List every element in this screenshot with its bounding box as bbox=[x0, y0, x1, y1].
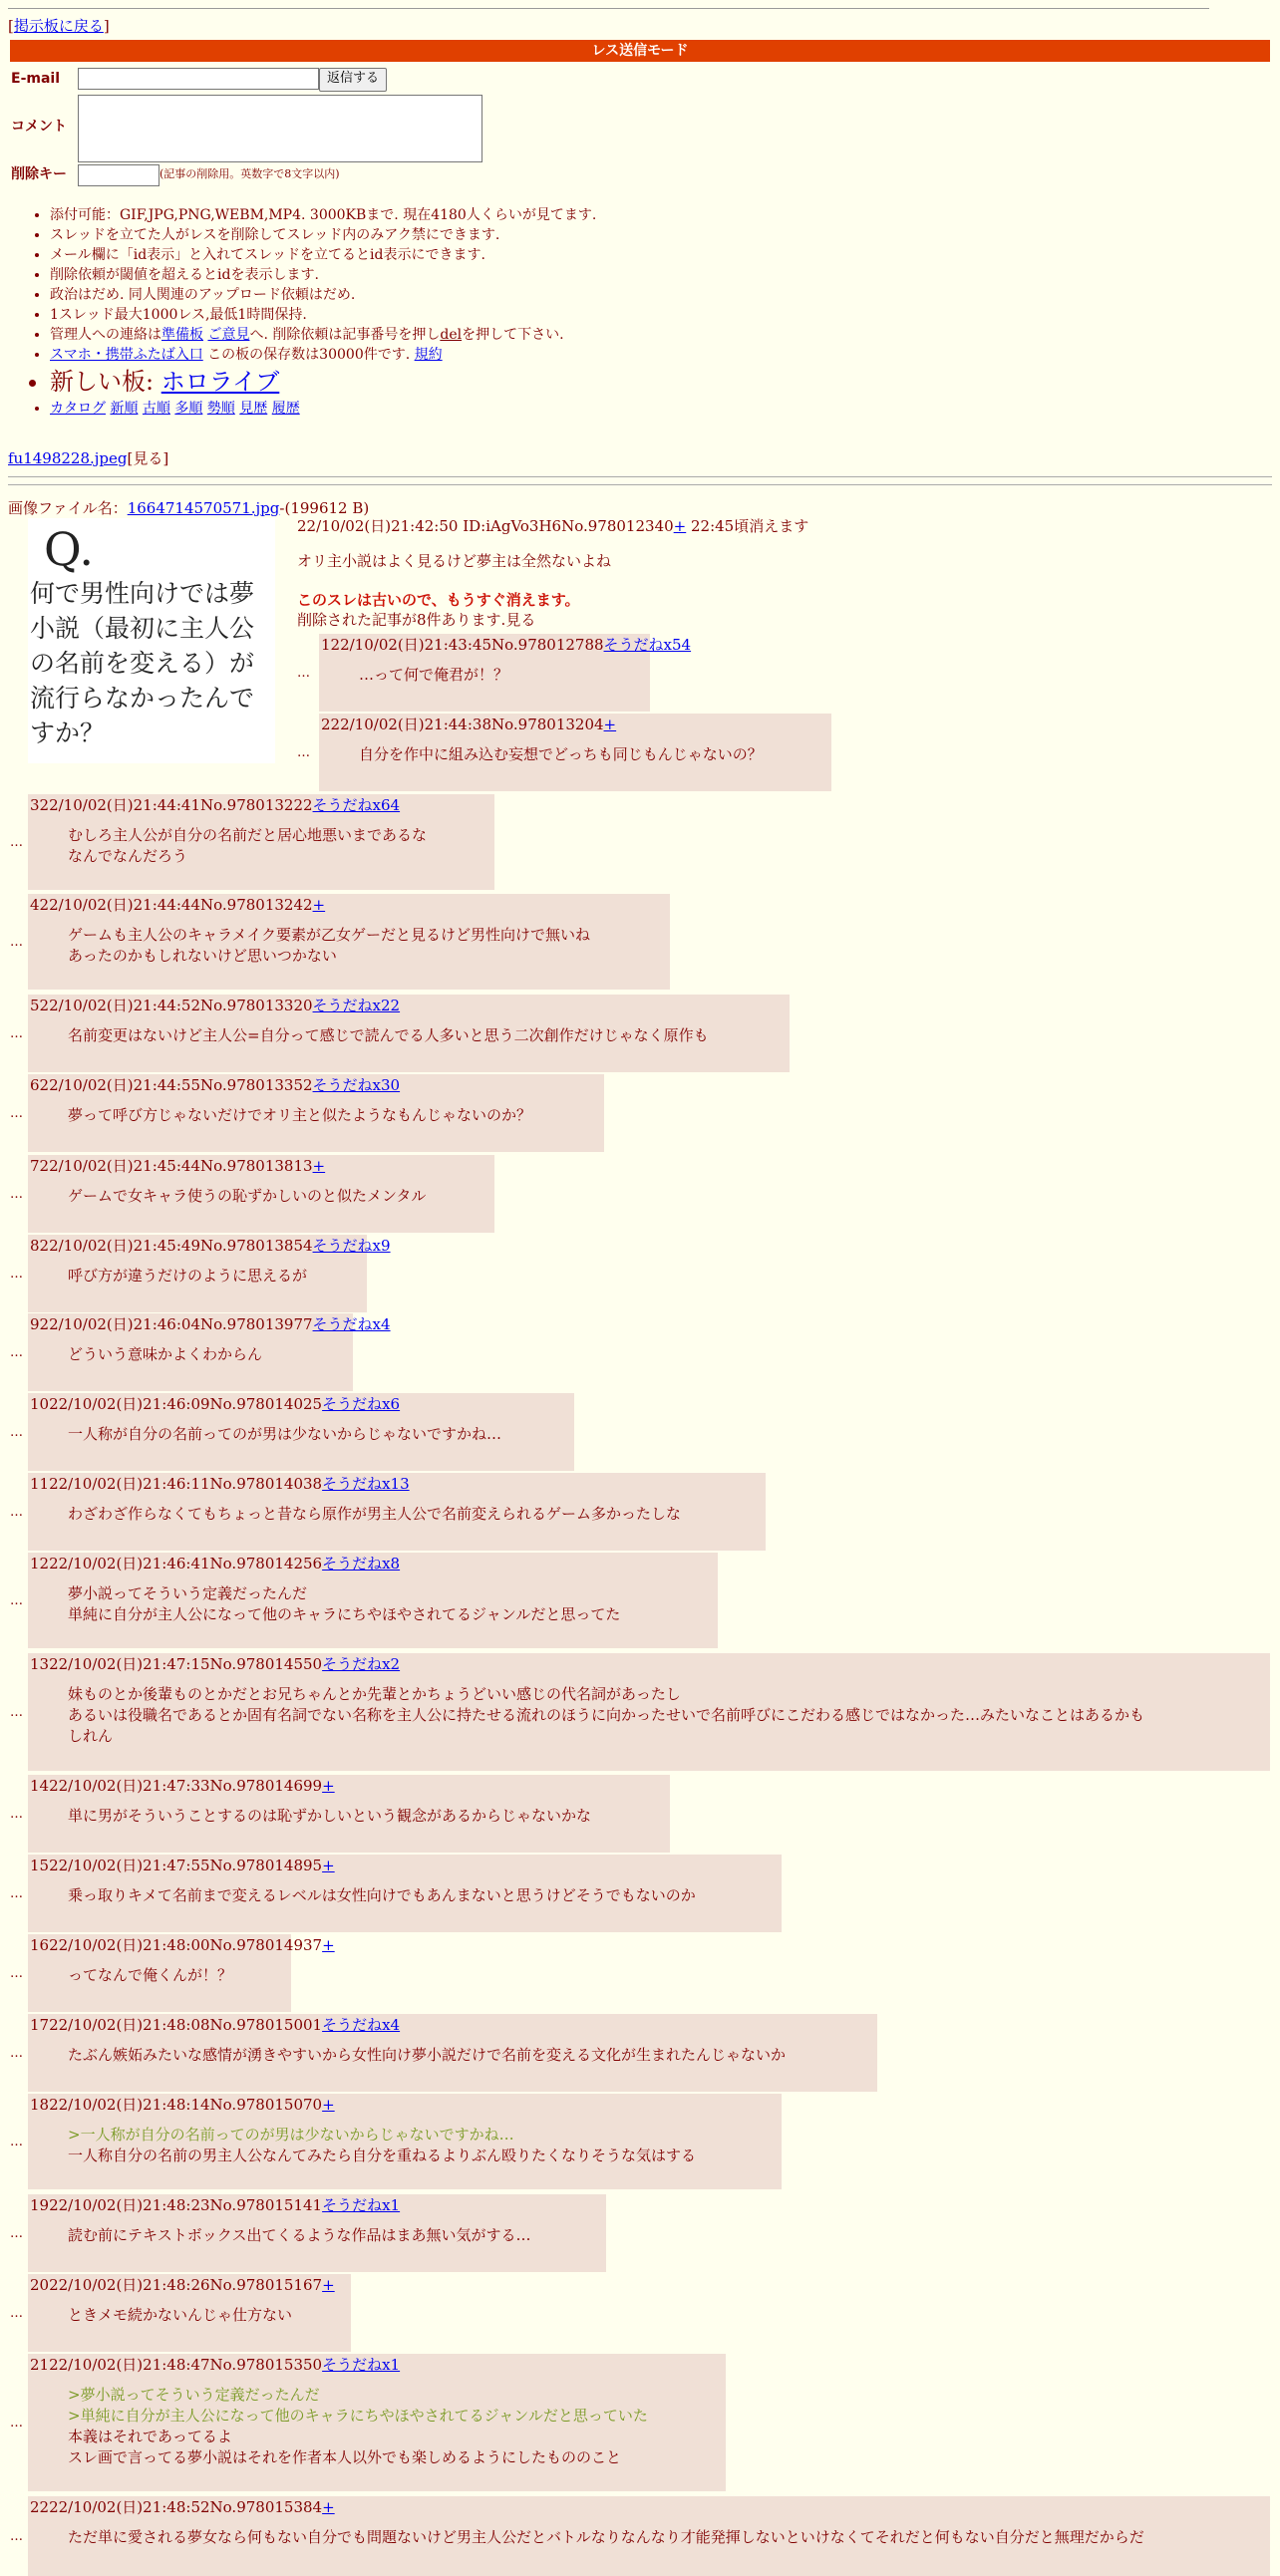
rule-item-new-board: • 新しい板: ホロライブ bbox=[50, 365, 1246, 399]
thumbnail-q-mark: Q. bbox=[44, 522, 95, 576]
reply-body bbox=[359, 665, 508, 686]
reply-plus-link[interactable]: + bbox=[322, 2276, 335, 2294]
rule-item-mobile: • スマホ・携帯ふたば入口 この板の保存数は30000件です. 規約 bbox=[50, 345, 1246, 365]
quote-line: >夢小説ってそういう定義だったんだ bbox=[68, 2386, 320, 2404]
reply-header bbox=[30, 996, 400, 1015]
reply-marker: … bbox=[10, 1425, 23, 1440]
reply-meta: 2222/10/02(日)21:48:52No.978015384 bbox=[30, 2498, 323, 2516]
reply-marker: … bbox=[10, 2306, 23, 2321]
catalog-link[interactable]: カタログ bbox=[50, 401, 106, 417]
reply-meta: 2022/10/02(日)21:48:26No.978015167 bbox=[30, 2276, 323, 2294]
reply-post bbox=[28, 1155, 494, 1233]
soudane-link[interactable]: そうだねx54 bbox=[603, 636, 692, 654]
reply-marker: … bbox=[10, 1593, 23, 1608]
reply-marker: … bbox=[10, 2046, 23, 2061]
reply-line: 呼び方が違うだけのように思えるが bbox=[68, 1267, 308, 1285]
reply-marker: … bbox=[10, 1026, 23, 1041]
reply-marker: … bbox=[10, 1267, 23, 1282]
reply-meta: 422/10/02(日)21:44:44No.978013242 bbox=[30, 896, 313, 914]
reply-line: 単に男がそういうことするのは恥ずかしいという観念があるからじゃないかな bbox=[68, 1807, 592, 1825]
reply-marker: … bbox=[10, 1345, 23, 1360]
top-divider bbox=[8, 8, 1209, 9]
reply-body bbox=[68, 1885, 696, 1906]
reply-plus-link[interactable]: + bbox=[312, 1157, 326, 1175]
reply-body bbox=[68, 1344, 262, 1365]
reply-body bbox=[68, 1424, 501, 1445]
thread-image-thumbnail[interactable] bbox=[28, 518, 275, 763]
reply-header bbox=[321, 635, 691, 655]
reply-marker: … bbox=[10, 2529, 23, 2544]
reply-line: 乗っ取りキメて名前まで変えるレベルは女性向けでもあんまないと思うけどそうでもないのか bbox=[68, 1886, 696, 1904]
soudane-link[interactable]: そうだねx30 bbox=[312, 1076, 401, 1094]
reply-plus-link[interactable]: + bbox=[603, 716, 617, 733]
viewed-history-link[interactable]: 見歴 bbox=[239, 401, 268, 417]
reply-body bbox=[68, 925, 590, 967]
sort-momentum-link[interactable]: 勢順 bbox=[206, 401, 235, 417]
reply-mode-banner: レス送信モード bbox=[10, 40, 1270, 62]
reply-body bbox=[68, 825, 427, 867]
reply-post bbox=[319, 634, 692, 712]
reply-line: あるいは役職名であるとか固有名詞でない名称を主人公に持たせる流れのほうに向かったせいで名前呼びにこだわる感じではなかった…みたいなことはあるかも bbox=[68, 1706, 1145, 1724]
soudane-link[interactable]: そうだねx8 bbox=[322, 1555, 401, 1573]
reply-line: 本義はそれであってるよ bbox=[68, 2428, 232, 2445]
reply-header bbox=[30, 2275, 335, 2295]
rule-item: • スレッドを立てた人がレスを削除してスレッド内のみアク禁にできます. bbox=[50, 225, 1246, 245]
soudane-link[interactable]: そうだねx6 bbox=[322, 1395, 401, 1413]
reply-meta: 922/10/02(日)21:46:04No.978013977 bbox=[30, 1315, 313, 1333]
reply-meta: 222/10/02(日)21:44:38No.978013204 bbox=[321, 716, 604, 733]
reply-post bbox=[28, 1393, 574, 1471]
divider bbox=[8, 484, 1272, 485]
rule-item: • 1スレッド最大1000レス,最低1時間保持. bbox=[50, 305, 1246, 325]
soudane-link[interactable]: そうだねx13 bbox=[322, 1475, 410, 1493]
reply-meta: 1622/10/02(日)21:48:00No.978014937 bbox=[30, 1936, 323, 1954]
reply-post bbox=[28, 1653, 1270, 1771]
reply-line: 名前変更はないけど主人公=自分って感じで読んでる人多いと思う二次創作だけじゃなく原作も bbox=[68, 1026, 709, 1044]
reply-meta: 1322/10/02(日)21:47:15No.978014550 bbox=[30, 1655, 323, 1673]
reply-meta: 1422/10/02(日)21:47:33No.978014699 bbox=[30, 1777, 323, 1795]
reply-plus-link[interactable]: + bbox=[322, 2498, 335, 2516]
reply-header bbox=[30, 2497, 335, 2517]
reply-marker: … bbox=[10, 935, 23, 950]
reply-meta: 1822/10/02(日)21:48:14No.978015070 bbox=[30, 2096, 323, 2114]
reply-meta: 822/10/02(日)21:45:49No.978013854 bbox=[30, 1237, 313, 1255]
reply-header bbox=[30, 2095, 335, 2115]
reply-body bbox=[68, 1965, 232, 1986]
rule-item-admin: • 管理人への連絡は準備板 ご意見へ. 削除依頼は記事番号を押しdelを押して下さい. bbox=[50, 325, 1246, 345]
reply-marker: … bbox=[10, 1807, 23, 1822]
reply-line: 自分を作中に組み込む妄想でどっちも同じもんじゃないの？ bbox=[359, 745, 763, 763]
reply-post bbox=[28, 794, 494, 890]
comment-textarea[interactable] bbox=[78, 95, 482, 162]
reply-header bbox=[30, 1075, 400, 1095]
reply-body bbox=[68, 1806, 591, 1827]
reply-marker: … bbox=[297, 666, 310, 681]
reply-marker: … bbox=[10, 1705, 23, 1720]
reply-body bbox=[68, 2045, 786, 2066]
rule-item: • 添付可能：GIF,JPG,PNG,WEBM,MP4. 3000KBまで. 現在4180人くらいが見てます. bbox=[50, 205, 1246, 225]
reply-header bbox=[30, 1314, 391, 1334]
delete-key-label: 削除キー bbox=[11, 166, 67, 182]
reply-marker: … bbox=[10, 1187, 23, 1202]
reply-post bbox=[28, 1775, 670, 1853]
reply-post bbox=[28, 1473, 766, 1551]
reply-body bbox=[68, 1266, 307, 1287]
soudane-link[interactable]: そうだねx1 bbox=[322, 2196, 401, 2214]
reply-plus-link[interactable]: + bbox=[322, 1936, 335, 1954]
reply-meta: 1522/10/02(日)21:47:55No.978014895 bbox=[30, 1857, 323, 1874]
reply-line: 夢小説ってそういう定義だったんだ bbox=[68, 1584, 308, 1602]
comment-label: コメント bbox=[11, 119, 67, 135]
reply-marker: … bbox=[10, 1966, 23, 1981]
reply-line: むしろ主人公が自分の名前だと居心地悪いまであるな bbox=[68, 826, 428, 844]
reply-post bbox=[28, 995, 790, 1072]
reply-line: 単純に自分が主人公になって他のキャラにちやほやされてるジャンルだと思ってた bbox=[68, 1605, 621, 1623]
reply-line: 妹ものとか後輩ものとかだとお兄ちゃんとか先輩とかちょうどいい感じの代名詞があったし bbox=[68, 1685, 681, 1703]
reply-body bbox=[359, 744, 763, 765]
soudane-link[interactable]: そうだねx4 bbox=[322, 2016, 401, 2034]
soudane-link[interactable]: そうだねx22 bbox=[312, 997, 401, 1014]
deleted-posts-notice[interactable]: 削除された記事が8件あります.見る bbox=[297, 611, 536, 629]
prep-board-link[interactable]: 準備板 bbox=[161, 327, 203, 343]
email-label: E-mail bbox=[11, 71, 61, 87]
back-to-board-link[interactable]: 掲示板に戻る bbox=[13, 17, 104, 35]
reply-body bbox=[68, 1583, 620, 1625]
reply-line: しれん bbox=[68, 1727, 114, 1745]
reply-meta: 122/10/02(日)21:43:45No.978012788 bbox=[321, 636, 604, 654]
soudane-link[interactable]: そうだねx9 bbox=[312, 1237, 391, 1255]
fu-file-link[interactable]: fu1498228.jpeg bbox=[8, 449, 128, 467]
submit-reply-button[interactable]: 返信する bbox=[319, 68, 387, 92]
reply-marker: … bbox=[10, 2226, 23, 2241]
reply-meta: 622/10/02(日)21:44:55No.978013352 bbox=[30, 1076, 313, 1094]
reply-header bbox=[30, 895, 325, 915]
reply-header bbox=[30, 1474, 410, 1494]
thumbnail-question-text: 何で男性向けでは夢小説（最初に主人公の名前を変える）が流行らなかったんですか？ bbox=[30, 579, 255, 747]
reply-meta: 322/10/02(日)21:44:41No.978013222 bbox=[30, 796, 313, 814]
expire-warning: このスレは古いので、もうすぐ消えます。 bbox=[297, 591, 580, 609]
reply-line: あったのかもしれないけど思いつかない bbox=[68, 947, 337, 965]
reply-post bbox=[28, 1074, 604, 1152]
terms-link[interactable]: 規約 bbox=[414, 347, 443, 363]
reply-body bbox=[68, 1105, 531, 1126]
reply-line: ってなんで俺くんが！？ bbox=[68, 1966, 233, 1984]
reply-line: ただ単に愛される夢女なら何もない自分でも問題ないけど男主人公だとバトルなりなんなり才能発揮しないといけなくてそれだと何もない自分だと無理だからだ bbox=[68, 2528, 1144, 2546]
reply-header bbox=[30, 1156, 325, 1176]
reply-header bbox=[30, 2195, 400, 2215]
email-field[interactable] bbox=[78, 68, 319, 90]
reply-line: ときメモ続かないんじゃ仕方ない bbox=[68, 2306, 293, 2324]
reply-body bbox=[68, 1186, 426, 1207]
soudane-link[interactable]: そうだねx2 bbox=[322, 1655, 401, 1673]
reply-header bbox=[30, 1236, 391, 1256]
rule-item: • 政治はだめ. 同人関連のアップロード依頼はだめ. bbox=[50, 285, 1246, 305]
reply-meta: 1122/10/02(日)21:46:11No.978014038 bbox=[30, 1475, 323, 1493]
reply-post bbox=[28, 2496, 1270, 2576]
reply-line: ゲームで女キャラ使うの恥ずかしいのと似たメンタル bbox=[68, 1187, 427, 1205]
reply-meta: 1222/10/02(日)21:46:41No.978014256 bbox=[30, 1555, 323, 1573]
reply-plus-link[interactable]: + bbox=[312, 896, 326, 914]
reply-line: 夢って呼び方じゃないだけでオリ主と似たようなもんじゃないのか？ bbox=[68, 1106, 532, 1124]
fu-upload: fu1498228.jpeg[見る] bbox=[8, 449, 169, 467]
reply-plus-link[interactable]: + bbox=[322, 1857, 335, 1874]
reply-post bbox=[28, 1855, 782, 1932]
reply-body bbox=[68, 1504, 681, 1525]
reply-body bbox=[68, 2527, 1144, 2548]
op-body: オリ主小説はよく見るけど夢主は全然ないよね bbox=[297, 552, 612, 570]
reply-meta: 522/10/02(日)21:44:52No.978013320 bbox=[30, 997, 313, 1014]
reply-line: 一人称自分の名前の男主人公なんてみたら自分を重ねるよりぶん殴りたくなりそうな気はする bbox=[68, 2147, 697, 2164]
reply-plus-link[interactable]: + bbox=[322, 2096, 335, 2114]
reply-marker: … bbox=[10, 2135, 23, 2149]
reply-line: わざわざ作らなくてもちょっと昔なら原作が男主人公で名前変えられるゲーム多かったしな bbox=[68, 1505, 682, 1523]
reply-meta: 1022/10/02(日)21:46:09No.978014025 bbox=[30, 1395, 323, 1413]
divider bbox=[8, 476, 1272, 477]
reply-body bbox=[68, 1025, 709, 1046]
reply-line: たぶん嫉妬みたいな感情が湧きやすいから女性向け夢小説だけで名前を変える文化が生まれたんじゃないか bbox=[68, 2046, 787, 2064]
reply-marker: … bbox=[10, 835, 23, 850]
reply-plus-link[interactable]: + bbox=[322, 1777, 335, 1795]
reply-header bbox=[30, 1776, 335, 1796]
rule-item: • 削除依頼が閾値を超えるとidを表示します. bbox=[50, 265, 1246, 285]
reply-line: …って何で俺君が！？ bbox=[359, 666, 509, 684]
reply-header bbox=[30, 1394, 400, 1414]
image-filename-line: 画像ファイル名：1664714570571.jpg-(199612 B) bbox=[8, 499, 370, 517]
reply-header bbox=[30, 1935, 335, 1955]
reply-body bbox=[68, 2305, 292, 2326]
reply-meta: 1922/10/02(日)21:48:23No.978015141 bbox=[30, 2196, 323, 2214]
sort-new-link[interactable]: 新順 bbox=[110, 401, 139, 417]
reply-header bbox=[30, 1654, 400, 1674]
reply-marker: … bbox=[10, 2416, 23, 2431]
reply-post bbox=[319, 714, 831, 791]
soudane-link[interactable]: そうだねx64 bbox=[312, 796, 401, 814]
reply-line: なんでなんだろう bbox=[68, 847, 188, 865]
soudane-link[interactable]: そうだねx1 bbox=[322, 2356, 401, 2374]
reply-post bbox=[28, 1313, 391, 1391]
reply-post bbox=[28, 2014, 877, 2092]
reply-line: どういう意味かよくわからん bbox=[68, 1345, 263, 1363]
reply-post bbox=[28, 894, 670, 990]
mobile-entry-link[interactable]: スマホ・携帯ふたば入口 bbox=[50, 347, 203, 363]
op-plus-link[interactable]: + bbox=[673, 517, 687, 535]
reply-header bbox=[30, 1856, 335, 1875]
reply-post bbox=[28, 1235, 391, 1312]
reply-post bbox=[28, 1553, 718, 1648]
reply-header bbox=[30, 2355, 400, 2375]
reply-post bbox=[28, 2094, 782, 2189]
delete-key-note: (記事の削除用。英数字で8文字以内) bbox=[160, 167, 340, 180]
reply-body bbox=[68, 2225, 531, 2246]
reply-marker: … bbox=[10, 1505, 23, 1520]
hololive-board-link[interactable]: ホロライブ bbox=[160, 368, 280, 396]
reply-line: 一人称が自分の名前ってのが男は少ないからじゃないですかね… bbox=[68, 1425, 502, 1443]
history-link[interactable]: 履歴 bbox=[271, 401, 300, 417]
quote-line: >一人称が自分の名前ってのが男は少ないからじゃないですかね… bbox=[68, 2126, 514, 2144]
soudane-link[interactable]: そうだねx4 bbox=[312, 1315, 391, 1333]
sort-many-link[interactable]: 多順 bbox=[174, 401, 203, 417]
reply-meta: 1722/10/02(日)21:48:08No.978015001 bbox=[30, 2016, 323, 2034]
reply-header bbox=[30, 2015, 400, 2035]
reply-line: 読む前にテキストボックス出てくるような作品はまあ無い気がする… bbox=[68, 2226, 531, 2244]
reply-post bbox=[28, 2354, 726, 2491]
reply-meta: 722/10/02(日)21:45:44No.978013813 bbox=[30, 1157, 313, 1175]
reply-post bbox=[28, 1934, 335, 2012]
reply-post bbox=[28, 2194, 606, 2272]
reply-header bbox=[321, 715, 616, 734]
rule-item-catalog bbox=[50, 399, 1246, 419]
op-header: 22/10/02(日)21:42:50 ID:iAgVo3H6No.978012340+ 22:45頃消えます bbox=[297, 517, 809, 535]
reply-body bbox=[68, 2385, 648, 2468]
sort-old-link[interactable]: 古順 bbox=[142, 401, 170, 417]
reply-marker: … bbox=[10, 1886, 23, 1901]
image-file-link[interactable]: 1664714570571.jpg bbox=[127, 499, 280, 517]
reply-line: ゲームも主人公のキャラメイク要素が乙女ゲーだと見るけど男性向けで無いね bbox=[68, 926, 590, 944]
back-to-board: [掲示板に戻る] bbox=[8, 17, 110, 35]
reply-body bbox=[68, 1684, 1144, 1747]
quote-line: >単純に自分が主人公になって他のキャラにちやほやされてるジャンルだと思っていた bbox=[68, 2407, 648, 2425]
board-rules bbox=[30, 205, 1246, 419]
reply-marker: … bbox=[297, 745, 310, 760]
reply-marker: … bbox=[10, 1106, 23, 1121]
reply-post bbox=[28, 2274, 351, 2352]
reply-meta: 2122/10/02(日)21:48:47No.978015350 bbox=[30, 2356, 323, 2374]
feedback-link[interactable]: ご意見 bbox=[207, 327, 250, 343]
reply-body bbox=[68, 2125, 696, 2166]
reply-header bbox=[30, 1554, 400, 1574]
reply-line: スレ画で言ってる夢小説はそれを作者本人以外でも楽しめるようにしたもののこと bbox=[68, 2448, 622, 2466]
delete-key-field[interactable] bbox=[78, 164, 160, 186]
reply-header bbox=[30, 795, 400, 815]
rule-item: • メール欄に「id表示」と入れてスレッドを立てるとid表示にできます. bbox=[50, 245, 1246, 265]
